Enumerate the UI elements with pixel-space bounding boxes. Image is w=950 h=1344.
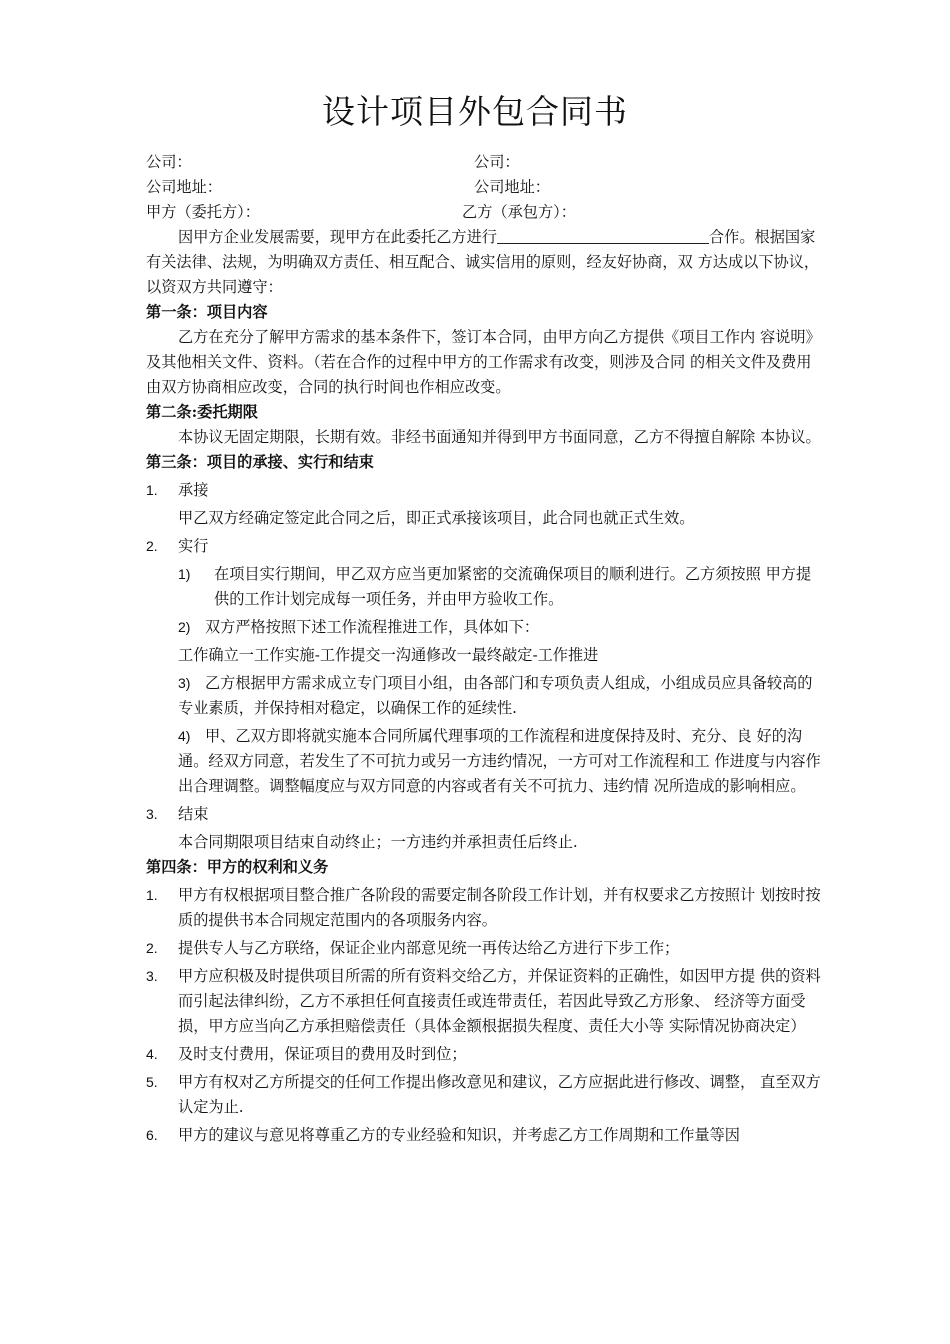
address-b-label: 公司地址： <box>474 178 550 196</box>
sub-number: 2) <box>178 619 191 635</box>
address-a-label: 公司地址： <box>146 178 222 196</box>
item-number: 2. <box>146 940 158 956</box>
item-text: 提供专人与乙方联络，保证企业内部意见统一再传达给乙方进行下步工作； <box>178 939 680 957</box>
article2-text: 本协议无固定期限，长期有效。非经书面通知并得到甲方书面同意，乙方不得擅自解除 本协议。 <box>178 428 821 446</box>
article3-heading: 第三条：项目的承接、实行和结束 <box>146 453 374 471</box>
item-number: 6. <box>146 1127 158 1143</box>
article2-heading: 第二条:委托期限 <box>146 403 258 421</box>
item-label: 实行 <box>178 537 209 555</box>
article4-item <box>146 1042 826 1067</box>
article4-item <box>146 1070 826 1120</box>
party-a-label: 甲方（委托方）： <box>146 203 260 221</box>
company-b-label: 公司： <box>474 153 520 171</box>
item-text: 甲方应积极及时提供项目所需的所有资料交给乙方，并保证资料的正确性，如因甲方提 供的资料而引起法律纠纷，乙方不承担任何直接责任或连带责任，若因此导致乙方形象、 经济等方面受损，甲方应当向乙方承担赔偿责任（具体金额根据损失程度、责任大小等 实际情况协商决定） <box>178 967 821 1035</box>
intro-text-end: 合作。根据国家有关法律、法规，为明确双方责任、相互配合、诚实信用的原则，经友好协商，双 方达成以下协议，以资双方共同遵守： <box>146 228 820 296</box>
sub-text: 乙方根据甲方需求成立专门项目小组，由各部门和专项负责人组成，小组成员应具备较高的专业素质，并保持相对稳定，以确保工作的延续性. <box>178 674 813 717</box>
item-text: 甲方的建议与意见将尊重乙方的专业经验和知识，并考虑乙方工作周期和工作量等因 <box>178 1126 740 1144</box>
article3-sub2 <box>146 615 826 640</box>
article4-item <box>146 964 826 1039</box>
party-row <box>146 200 826 225</box>
contract-body <box>146 150 826 1148</box>
article4-item <box>146 1123 826 1148</box>
item-label: 承接 <box>178 481 209 499</box>
article4-item <box>146 883 826 933</box>
sub-text: 甲、乙双方即将就实施本合同所属代理事项的工作流程和进度保持及时、充分、良 好的沟通。经双方同意，若发生了不可抗力或另一方违约情况，一方可对工作流程和工 作进度与内容作出合理调整。调整幅度应与双方同意的内容或者有关不可抗力、违约情 况所造成的影响相应。 <box>178 727 821 795</box>
article3-sub3 <box>146 671 826 721</box>
company-row <box>146 150 826 175</box>
item-number: 4. <box>146 1046 158 1062</box>
document-title: 设计项目外包合同书 <box>322 92 628 131</box>
item-number: 2. <box>146 538 158 554</box>
item-number: 3. <box>146 806 158 822</box>
article4-item <box>146 936 826 961</box>
intro-text-start: 因甲方企业发展需要，现甲方在此委托乙方进行 <box>178 228 497 246</box>
item-number: 5. <box>146 1074 158 1090</box>
party-b-label: 乙方（承包方）： <box>462 203 576 221</box>
intro-paragraph <box>146 225 826 300</box>
article1-text: 乙方在充分了解甲方需求的基本条件下，签订本合同，由甲方向乙方提供《项目工作内 容说明》及其他相关文件、资料。（若在合作的过程中甲方的工作需求有改变，则涉及合同 的相关文件及费用由双方协商相应改变，合同的执行时间也作相应改变。 <box>146 328 821 396</box>
article3-item1-text: 甲乙双方经确定签定此合同之后，即正式承接该项目，此合同也就正式生效。 <box>178 509 695 527</box>
item-text: 及时支付费用，保证项目的费用及时到位； <box>178 1045 467 1063</box>
item-text: 甲方有权根据项目整合推广各阶段的需要定制各阶段工作计划，并有权要求乙方按照计 划按时按质的提供书本合同规定范围内的各项服务内容。 <box>178 886 821 929</box>
workflow-text: 工作确立一工作实施-工作提交一沟通修改一最终敲定-工作推进 <box>178 646 599 664</box>
article4-heading: 第四条：甲方的权利和义务 <box>146 858 329 876</box>
sub-number: 4) <box>178 728 191 744</box>
project-name-blank <box>497 227 709 244</box>
item-number: 1. <box>146 482 158 498</box>
sub-text: 在项目实行期间，甲乙双方应当更加紧密的交流确保项目的顺利进行。乙方须按照 甲方提供的工作计划完成每一项任务，并由甲方验收工作。 <box>214 565 812 608</box>
item-text: 甲方有权对乙方所提交的任何工作提出修改意见和建议，乙方应据此进行修改、调整， 直至双方认定为止. <box>178 1073 821 1116</box>
article3-item3 <box>146 802 826 827</box>
sub-number: 1) <box>178 566 191 582</box>
article3-item1 <box>146 478 826 503</box>
article1-heading: 第一条：项目内容 <box>146 303 268 321</box>
article3-sub4 <box>146 724 826 799</box>
item-label: 结束 <box>178 805 209 823</box>
article3-item2 <box>146 534 826 559</box>
item-number: 1. <box>146 887 158 903</box>
address-row <box>146 175 826 200</box>
sub-number: 3) <box>178 675 191 691</box>
sub-text: 双方严格按照下述工作流程推进工作，具体如下： <box>204 618 540 636</box>
article3-sub1 <box>146 562 826 612</box>
article3-item3-text: 本合同期限项目结束自动终止；一方违约并承担责任后终止. <box>178 833 578 851</box>
item-number: 3. <box>146 968 158 984</box>
company-a-label: 公司： <box>146 153 192 171</box>
